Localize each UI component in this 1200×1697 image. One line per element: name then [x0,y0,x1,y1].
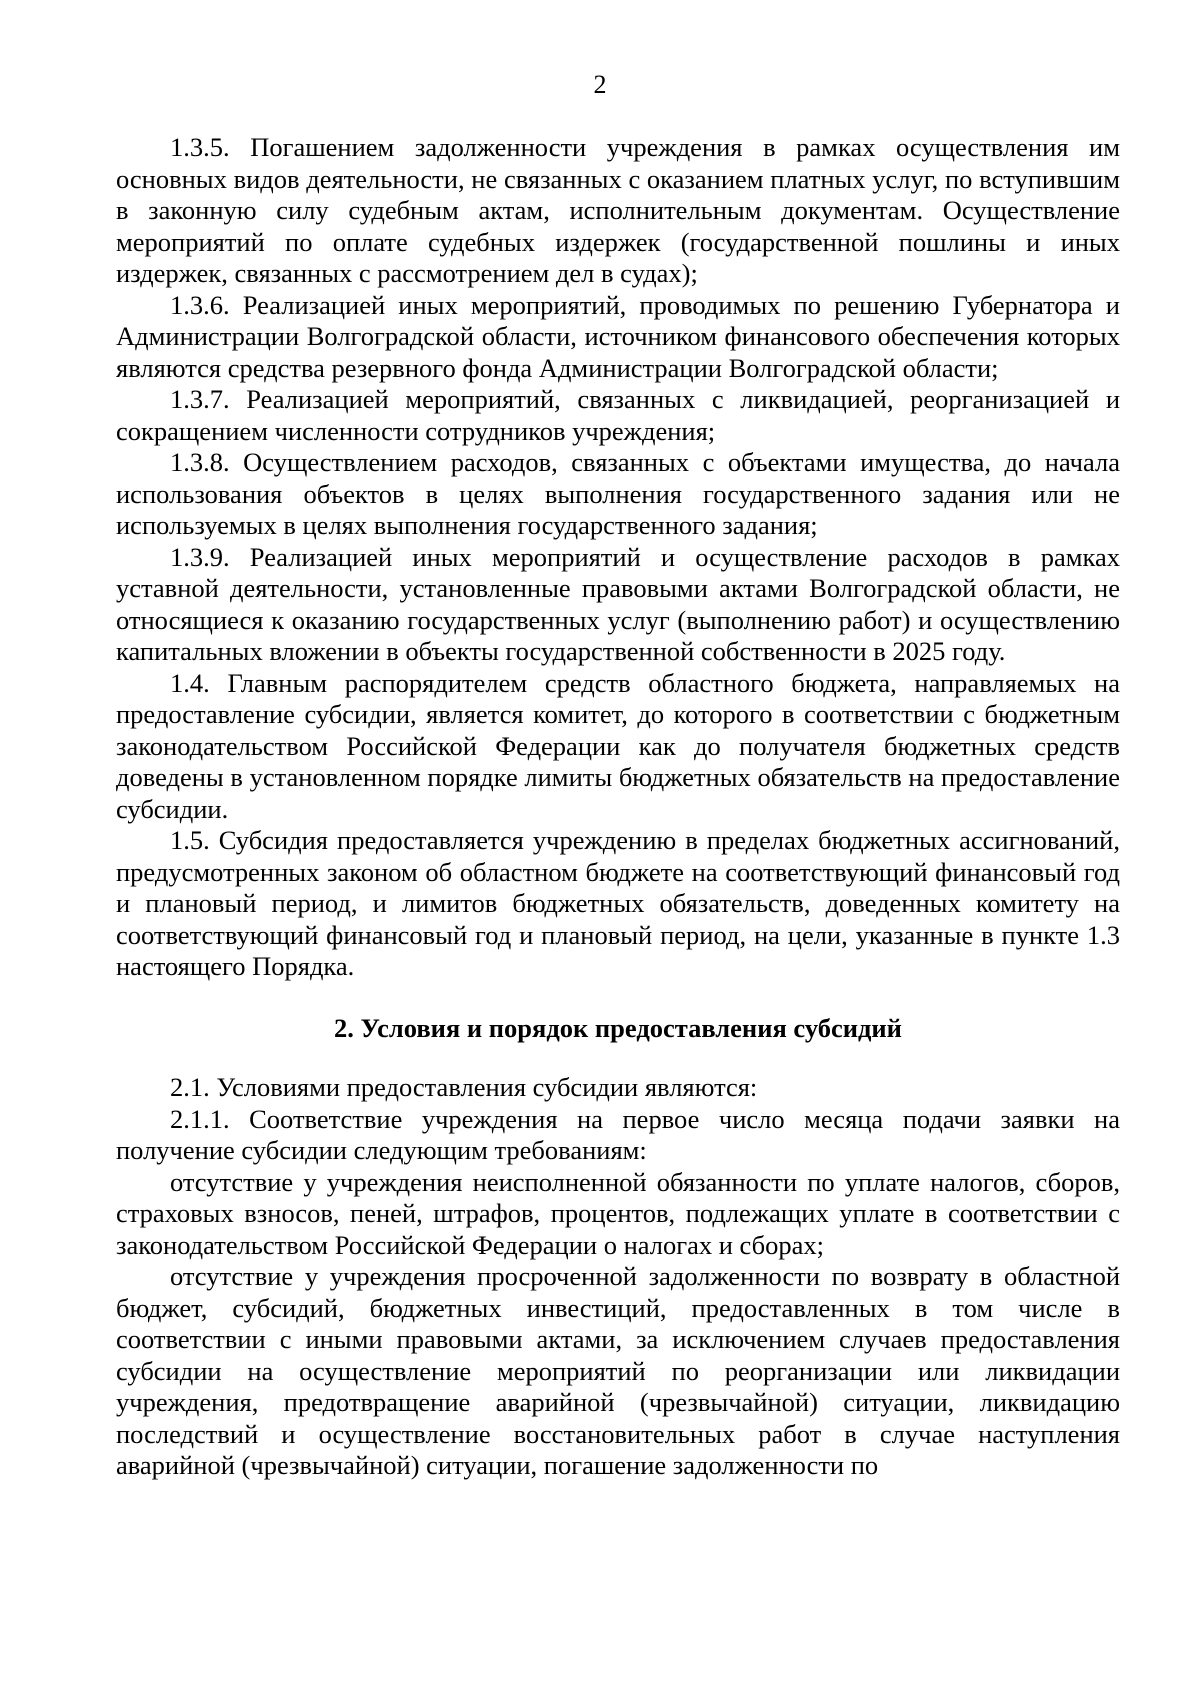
paragraph-1-3-6: 1.3.6. Реализацией иных мероприятий, проводимых по решению Губернатора и Администрации Волгоградской области, источником финансового обеспечения которых являются средства резервного фонда Администрации Волгоградской области; [116,289,1120,383]
section-heading: 2. Условия и порядок предоставления субсидий [334,1012,902,1043]
paragraph-1-3-8: 1.3.8. Осуществлением расходов, связанных с объектами имущества, до начала использования объектов в целях выполнения государственного задания или не используемых в целях выполнения государственного задания; [116,447,1120,540]
paragraph-2-1: 2.1. Условиями предоставления субсидии являются: [170,1072,758,1102]
page-number: 2 [593,70,607,99]
requirement-paragraph: отсутствие у учреждения неисполненной обязанности по уплате налогов, сборов, страховых взносов, пеней, штрафов, процентов, подлежащих уплате в соответствии с законодательством Российской Федерации о налогах и сборах; [116,1166,1120,1260]
paragraph-1-5: 1.5. Субсидия предоставляется учреждению в пределах бюджетных ассигнований, предусмотренных законом об областном бюджете на соответствующий финансовый год и плановый период, и лимитов бюджетных обязательств, доведенных комитету на соответствующий финансовый год и плановый период, на цели, указанные в пункте 1.3 настоящего Порядка. [116,825,1120,981]
paragraph-1-3-7: 1.3.7. Реализацией мероприятий, связанных с ликвидацией, реорганизацией и сокращением численности сотрудников учреждения; [116,384,1120,446]
paragraph-1-3-9: 1.3.9. Реализацией иных мероприятий и осуществление расходов в рамках уставной деятельности, установленные правовыми актами Волгоградской области, не относящиеся к оказанию государственных услуг (выполнению работ) и осуществлению капитальных вложении в объекты государственной собственности в 2025 году. [116,541,1120,666]
requirement-paragraph: отсутствие у учреждения просроченной задолженности по возврату в областной бюджет, субсидий, бюджетных инвестиций, предоставленных в том числе в соответствии с иными правовыми актами, за исключением случаев предоставления субсидии на осуществление мероприятий по реорганизации или ликвидации учреждения, предотвращение аварийной (чрезвычайной) ситуации, ликвидацию последствий и осуществление восстановительных работ в случае наступления аварийной (чрезвычайной) ситуации, погашение задолженности по [116,1261,1120,1480]
paragraph-1-4: 1.4. Главным распорядителем средств областного бюджета, направляемых на предоставление субсидии, является комитет, до которого в соответствии с бюджетным законодательством Российской Федерации как до получателя бюджетных средств доведены в установленном порядке лимиты бюджетных обязательств на предоставление субсидии. [116,667,1120,824]
paragraph-1-3-5: 1.3.5. Погашением задолженности учреждения в рамках осуществления им основных видов деятельности, не связанных с оказанием платных услуг, по вступившим в законную силу судебным актам, исполнительным документам. Осуществление мероприятий по оплате судебных издержек (государственной пошлины и иных издержек, связанных с рассмотрением дел в судах); [116,132,1120,288]
paragraph-2-1-1: 2.1.1. Соответствие учреждения на первое число месяца подачи заявки на получение субсидии следующим требованиям: [116,1103,1120,1165]
document-body [116,132,1120,1482]
